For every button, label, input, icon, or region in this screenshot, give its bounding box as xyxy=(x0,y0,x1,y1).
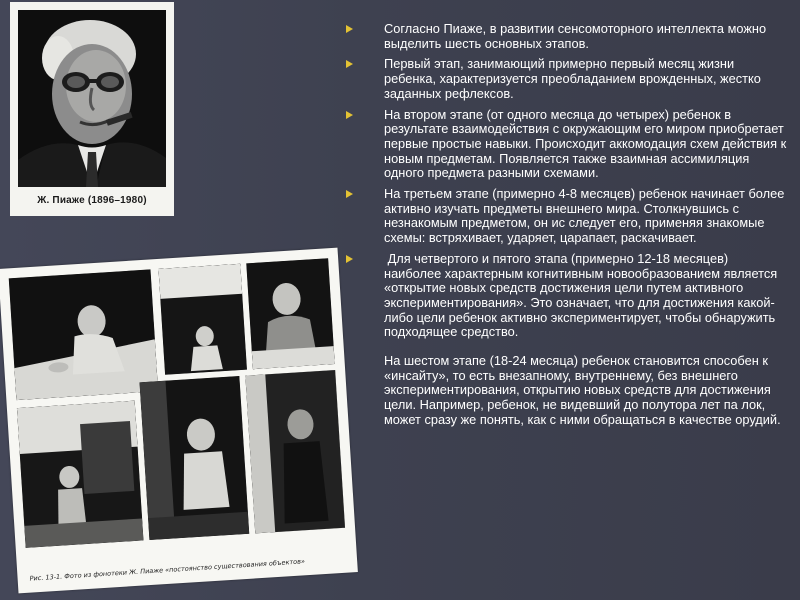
bullet-text: На втором этапе (от одного месяца до четырех) ребенок в результате взаимодействия с окружающим его миром приобретает первые простые навыки. Происходит аккомодация схем действия к новым предметам. Появляется также взаимная ассимиляция одного предмета разными схемами. xyxy=(384,106,787,181)
bullet-arrow-icon xyxy=(346,255,353,263)
bullet-arrow-icon xyxy=(346,111,353,119)
bullet-arrow-icon xyxy=(346,60,353,68)
portrait-card xyxy=(10,2,174,216)
collage-photo-child-sitting-small xyxy=(158,264,246,375)
collage-photo-child-face xyxy=(246,258,334,369)
piaget-portrait-photo xyxy=(18,10,166,187)
collage-photo-child-crawling xyxy=(9,269,158,400)
bullet-text: Первый этап, занимающий примерно первый месяц жизни ребенка, характеризуется преобладанием врожденных, жестко заданных рефлексов. xyxy=(384,56,761,101)
bullet-item-intro xyxy=(340,22,788,51)
bullet-text: Для четвертого и пятого этапа (примерно 12-18 месяцев) наиболее характерным когнитивным новообразованием является «открытие новых средств достижения цели путем активного экспериментирования». Это означает, что для достижения какой-либо цели ребенок активно экспериментирует, чтобы обнаружить подходящее средство. xyxy=(384,250,781,340)
photo-collage xyxy=(0,248,358,594)
collage-photo-child-window xyxy=(245,370,345,533)
stage-6-paragraph: На шестом этапе (18-24 месяца) ребенок становится способен к «инсайту», то есть внезапному, внутреннему, без внешнего экспериментирования, открытию новых средств для достижения цели. Например, ребенок, не видевший до полутора лет па лок, может сразу же понять, как с ними обращаться в качестве орудий. xyxy=(384,353,781,427)
bullet-item-stage-4-5 xyxy=(340,252,788,340)
bullet-item-stage-3 xyxy=(340,187,788,246)
bullet-item-stage-1 xyxy=(340,57,788,101)
bullet-item-stage-2 xyxy=(340,108,788,182)
collage-caption: Рис. 13-1. Фото из фонотеки Ж. Пиаже «постоянство существования объектов» xyxy=(29,557,306,583)
bullet-arrow-icon xyxy=(346,25,353,33)
portrait-caption: Ж. Пиаже (1896–1980) xyxy=(37,195,147,206)
bullet-text: На третьем этапе (примерно 4-8 месяцев) ребенок начинает более активно изучать предметы внешнего мира. Столкнувшись с незнакомым предметом, он ис следует его, применяя знакомые схемы: встряхивает, ударяет, царапает, раскачивает. xyxy=(384,186,785,246)
bullet-list xyxy=(340,22,788,340)
bullet-arrow-icon xyxy=(346,190,353,198)
portrait-illustration xyxy=(18,10,166,187)
collage-photo-toddler-standing xyxy=(17,401,144,548)
bullet-text-column xyxy=(340,22,788,428)
bullet-text: Согласно Пиаже, в развитии сенсомоторного интеллекта можно выделить шесть основных этапов. xyxy=(384,21,767,51)
collage-photo-child-curtain xyxy=(140,376,250,540)
